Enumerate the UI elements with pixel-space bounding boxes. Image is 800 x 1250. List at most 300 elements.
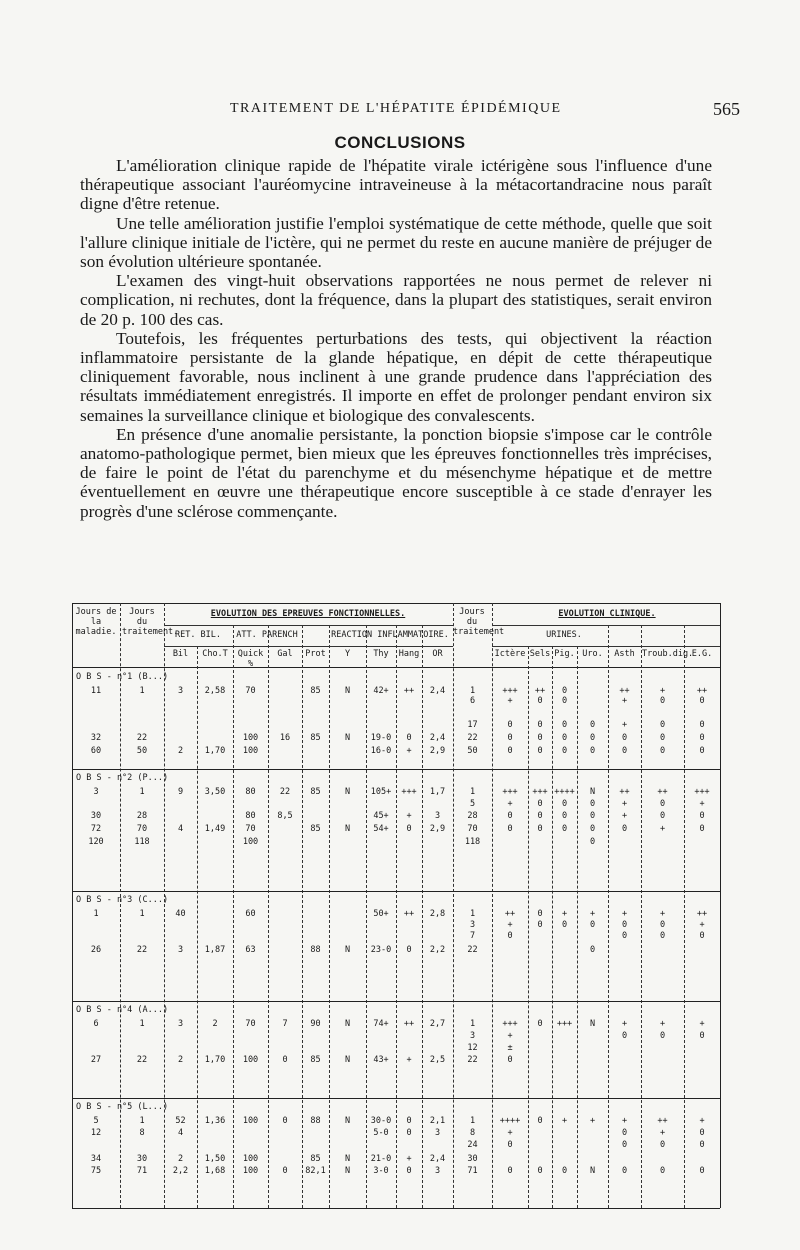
table-cell: 80 <box>245 811 256 821</box>
table-cell: 70 <box>245 1019 256 1029</box>
table-cell: 2,7 <box>429 1019 446 1029</box>
table-cell: + <box>507 1031 513 1041</box>
table-cell: 1 <box>139 909 145 919</box>
table-cell: 0 <box>659 920 666 930</box>
table-cell: 0 <box>659 1166 666 1176</box>
table-cell: 0 <box>406 1128 412 1138</box>
table-cell: ++ <box>696 686 708 696</box>
table-cell: 50 <box>136 746 148 756</box>
table-cell: 118 <box>134 837 150 847</box>
table-cell: N <box>344 733 351 743</box>
paragraph: En présence d'une anomalie persistante, la ponction biopsie s'impose car le contrôle anatomo-pathologique permet, bien mieux que les épreuves fonctionnelles très imprécises, de faire le point de l'état du parenchyme et du mésenchyme hépatique et de mettre éventuellement en œuvre une thérapeutique encore susceptible à ce stade d'enrayer les progrès d'une sclérose commençante. <box>80 424 712 521</box>
table-cell: 11 <box>90 686 102 696</box>
table-cell: N <box>589 1019 596 1029</box>
table-cell: + <box>589 909 596 919</box>
table-cell: +++ <box>694 787 710 797</box>
table-cell: ++ <box>696 909 708 919</box>
table-cell: 3 <box>434 1128 441 1138</box>
table-cell: +++ <box>502 787 518 797</box>
table-cell: 0 <box>537 1166 543 1176</box>
table-cell: 1 <box>139 1116 145 1126</box>
table-cell: 45+ <box>373 811 389 821</box>
paragraph: L'examen des vingt-huit observations rapportées ne nous permet de relever ni complication, ni rechutes, dont la fréquence, dans la plupart des statistiques, serait environ de 20 p. 100 des cas. <box>80 271 712 329</box>
table-cell: 2,5 <box>429 1055 446 1065</box>
table-cell: 0 <box>282 1116 288 1126</box>
column-rule <box>684 625 685 1208</box>
column-rule <box>268 625 269 1208</box>
table-cell: 1 <box>469 1019 476 1029</box>
column-rule <box>641 625 642 1208</box>
column-rule <box>396 625 397 1208</box>
table-cell: 120 <box>88 837 104 847</box>
column-rule <box>197 646 198 1208</box>
table-cell: N <box>344 1116 351 1126</box>
column-header-gal: Gal <box>277 649 293 659</box>
table-cell: 1,87 <box>204 945 226 955</box>
table-cell: 2 <box>177 1055 184 1065</box>
group-header-evolution-epreuves: EVOLUTION DES EPREUVES FONCTIONNELLES. <box>210 609 406 619</box>
table-cell: 0 <box>621 1031 628 1041</box>
table-cell: 88 <box>310 1116 321 1126</box>
table-cell: 100 <box>242 1166 259 1176</box>
table-cell: 22 <box>467 945 478 955</box>
table-cell: 0 <box>659 1140 666 1150</box>
table-cell: + <box>659 686 666 696</box>
table-cell: 0 <box>406 1166 412 1176</box>
table-cell: 21-0 <box>370 1154 392 1164</box>
table-cell: + <box>507 696 513 706</box>
table-cell: 100 <box>242 1154 259 1164</box>
table-cell: N <box>344 1019 351 1029</box>
table-cell: + <box>699 1116 705 1126</box>
table-cell: ++ <box>403 1019 415 1029</box>
table-cell: 5 <box>469 799 476 809</box>
table-cell: 42+ <box>373 686 389 696</box>
table-cell: 0 <box>406 824 412 834</box>
table-cell: 2,9 <box>429 746 446 756</box>
table-bottom-rule <box>72 1208 720 1209</box>
column-rule <box>577 646 578 1208</box>
table-cell: 85 <box>310 1055 321 1065</box>
table-cell: + <box>507 799 513 809</box>
group-separator-rule <box>72 891 720 892</box>
table-cell: + <box>561 909 568 919</box>
table-cell: 26 <box>90 945 102 955</box>
table-cell: + <box>621 811 628 821</box>
table-cell: 3 <box>469 920 476 930</box>
table-cell: + <box>621 720 628 730</box>
table-cell: 70 <box>467 824 478 834</box>
table-cell: 75 <box>90 1166 102 1176</box>
table-cell: 2 <box>177 1154 184 1164</box>
table-cell: 0 <box>561 824 568 834</box>
column-rule <box>453 603 454 1208</box>
table-cell: 28 <box>136 811 148 821</box>
table-cell: 1 <box>469 909 476 919</box>
group-header-urines: URINES. <box>546 630 582 640</box>
table-cell: 3 <box>93 787 99 797</box>
table-cell: 100 <box>242 837 259 847</box>
table-cell: 8 <box>139 1128 145 1138</box>
table-cell: 0 <box>699 746 705 756</box>
table-cell: 22 <box>279 787 291 797</box>
column-header-sels: Sels <box>529 649 551 659</box>
table-cell: 0 <box>537 1116 543 1126</box>
table-right-rule <box>720 603 721 1208</box>
table-cell: N <box>589 1166 596 1176</box>
table-cell: ++ <box>403 909 415 919</box>
table-cell: + <box>621 909 628 919</box>
table-cell: 0 <box>406 1116 412 1126</box>
table-cell: 16-0 <box>370 746 392 756</box>
table-cell: 0 <box>537 909 543 919</box>
table-cell: 22 <box>136 945 148 955</box>
table-cell: 82,1 <box>305 1166 326 1176</box>
column-rule <box>552 646 553 1208</box>
table-cell: 85 <box>310 733 321 743</box>
table-cell: 3-0 <box>373 1166 389 1176</box>
table-cell: 2,58 <box>204 686 226 696</box>
table-cell: 4 <box>177 1128 184 1138</box>
column-rule <box>120 603 121 1208</box>
table-cell: 1,36 <box>204 1116 226 1126</box>
table-cell: 0 <box>659 733 666 743</box>
table-cell: 0 <box>537 733 543 743</box>
table-cell: 2,1 <box>429 1116 446 1126</box>
table-cell: 30 <box>90 811 102 821</box>
table-cell: 3 <box>434 1166 441 1176</box>
table-cell: 0 <box>282 1166 288 1176</box>
table-cell: 1 <box>469 1116 476 1126</box>
table-cell: +++ <box>532 787 548 797</box>
table-cell: 3 <box>177 945 184 955</box>
table-cell: ++ <box>534 686 546 696</box>
column-rule <box>233 625 234 1208</box>
table-cell: ++ <box>657 787 668 797</box>
table-cell: 0 <box>589 811 596 821</box>
table-cell: 1 <box>139 787 145 797</box>
table-cell: 3 <box>177 1019 184 1029</box>
table-cell: 0 <box>621 920 628 930</box>
table-cell: 2 <box>177 746 184 756</box>
table-cell: 0 <box>507 733 513 743</box>
table-cell: 30 <box>467 1154 478 1164</box>
table-cell: + <box>507 920 513 930</box>
table-cell: +++ <box>502 1019 518 1029</box>
table-cell: N <box>344 686 351 696</box>
table-cell: 0 <box>561 720 568 730</box>
table-cell: 0 <box>659 811 666 821</box>
table-cell: 1,49 <box>204 824 226 834</box>
table-cell: N <box>344 945 351 955</box>
table-cell: 5-0 <box>373 1128 389 1138</box>
table-cell: 9 <box>177 787 184 797</box>
header-subrule <box>164 625 453 626</box>
table-cell: 0 <box>537 824 543 834</box>
table-cell: 0 <box>621 824 628 834</box>
table-cell: 0 <box>621 1166 628 1176</box>
table-cell: 100 <box>242 1116 259 1126</box>
column-header-cho: Cho.T <box>202 649 228 659</box>
group-separator-rule <box>72 1098 720 1099</box>
group-label: O B S - n°5 (L...) <box>76 1102 169 1112</box>
table-cell: + <box>621 1019 628 1029</box>
table-cell: 100 <box>242 733 259 743</box>
table-cell: ++++ <box>499 1116 521 1126</box>
table-cell: 0 <box>561 799 568 809</box>
table-cell: + <box>659 1019 666 1029</box>
group-label: O B S - n°1 (B...) <box>76 672 169 682</box>
table-cell: 0 <box>537 696 543 706</box>
table-cell: + <box>406 811 412 821</box>
table-cell: 1 <box>469 686 476 696</box>
table-cell: 19-0 <box>370 733 392 743</box>
column-header-prot: Prot <box>305 649 326 659</box>
table-cell: 3,50 <box>204 787 226 797</box>
header-subrule <box>164 646 453 647</box>
table-cell: 0 <box>659 1031 666 1041</box>
table-cell: 60 <box>90 746 102 756</box>
column-header-thy: Thy <box>373 649 389 659</box>
table-cell: 7 <box>282 1019 288 1029</box>
table-cell: 0 <box>621 733 628 743</box>
table-cell: 0 <box>589 799 596 809</box>
column-rule <box>422 625 423 1208</box>
table-cell: 0 <box>699 1128 705 1138</box>
table-cell: 71 <box>467 1166 478 1176</box>
table-cell: N <box>589 787 596 797</box>
table-cell: 0 <box>699 824 705 834</box>
table-cell: 100 <box>242 746 259 756</box>
table-cell: 12 <box>90 1128 102 1138</box>
column-header-jours-traitement2: Jours du traitement <box>453 607 505 637</box>
table-cell: 0 <box>589 733 596 743</box>
table-cell: 0 <box>621 931 628 941</box>
column-rule <box>329 625 330 1208</box>
table-cell: 0 <box>699 1166 705 1176</box>
table-cell: + <box>659 824 666 834</box>
table-cell: 0 <box>589 720 596 730</box>
table-cell: 70 <box>245 686 256 696</box>
table-cell: + <box>561 1116 568 1126</box>
table-cell: 1 <box>469 787 476 797</box>
paragraph: Une telle amélioration justifie l'emploi systématique de cette méthode, quelle que soit l'allure clinique initiale de l'ictère, qui ne permet du reste en aucune manière de préjuger de son évolution ultérieure spontanée. <box>80 213 712 272</box>
column-header-jours-traitement: Jours du traitement. <box>122 607 179 637</box>
column-header-quick: Quick % <box>237 649 264 669</box>
table-cell: 0 <box>561 686 568 696</box>
table-cell: 70 <box>136 824 148 834</box>
table-cell: 0 <box>659 931 666 941</box>
table-cell: 0 <box>537 920 543 930</box>
column-rule <box>302 625 303 1208</box>
table-cell: 0 <box>561 811 568 821</box>
table-cell: N <box>344 1166 351 1176</box>
group-label: O B S - n°3 (C...) <box>76 895 169 905</box>
table-cell: 0 <box>537 811 543 821</box>
table-cell: 85 <box>310 1154 321 1164</box>
header-subrule <box>492 646 720 647</box>
table-cell: 0 <box>561 733 568 743</box>
table-cell: ++++ <box>554 787 575 797</box>
table-cell: 50+ <box>373 909 389 919</box>
table-cell: 1,50 <box>204 1154 226 1164</box>
table-cell: 0 <box>406 733 412 743</box>
group-header-reaction-infl: REACTION INFLAMMATOIRE. <box>331 630 449 640</box>
table-cell: 63 <box>245 945 256 955</box>
column-header-uro: Uro. <box>582 649 603 659</box>
paragraph: L'amélioration clinique rapide de l'hépatite virale ictérigène sous l'influence d'une thérapeutique associant l'auréomycine intraveineuse à la métacortandracine nous paraît digne d'être retenue. <box>80 156 712 214</box>
table-cell: 12 <box>467 1043 478 1053</box>
section-title: CONCLUSIONS <box>334 133 466 152</box>
table-cell: 74+ <box>373 1019 389 1029</box>
column-header-or: OR <box>432 649 443 659</box>
table-cell: 0 <box>507 811 513 821</box>
table-cell: 0 <box>561 1166 568 1176</box>
table-cell: 17 <box>467 720 478 730</box>
table-cell: 105+ <box>370 787 392 797</box>
column-rule <box>528 646 529 1208</box>
table-cell: 28 <box>467 811 478 821</box>
table-cell: N <box>344 1154 351 1164</box>
column-rule <box>366 625 367 1208</box>
table-cell: 22 <box>467 1055 478 1065</box>
table-cell: + <box>406 1154 412 1164</box>
table-cell: + <box>699 920 705 930</box>
table-cell: 88 <box>310 945 321 955</box>
table-cell: 90 <box>310 1019 321 1029</box>
table-cell: + <box>659 909 666 919</box>
table-cell: 2 <box>212 1019 218 1029</box>
table-cell: 0 <box>507 720 513 730</box>
table-cell: 2,4 <box>429 1154 446 1164</box>
table-cell: 24 <box>467 1140 478 1150</box>
table-cell: 0 <box>561 746 568 756</box>
group-separator-rule <box>72 1001 720 1002</box>
body-text <box>80 156 712 521</box>
column-header-bil: Bil <box>172 649 189 659</box>
table-cell: 0 <box>699 1140 705 1150</box>
table-cell: 50 <box>467 746 478 756</box>
table-cell: + <box>699 799 705 809</box>
table-cell: 1 <box>93 909 99 919</box>
group-label: O B S - n°4 (A...) <box>76 1005 169 1015</box>
column-header-hang: Hang <box>398 649 420 659</box>
group-header-ret-bil: RET. BIL. <box>174 630 222 640</box>
table-cell: 54+ <box>373 824 389 834</box>
group-label: O B S - n°2 (P...) <box>76 773 169 783</box>
table-cell: 30 <box>136 1154 148 1164</box>
table-cell: 2,2 <box>429 945 446 955</box>
table-cell: 0 <box>699 811 705 821</box>
table-cell: ++ <box>657 1116 668 1126</box>
table-cell: ± <box>507 1043 513 1053</box>
table-cell: 0 <box>282 1055 288 1065</box>
table-cell: 30-0 <box>370 1116 392 1126</box>
table-cell: + <box>406 746 412 756</box>
table-cell: 2,4 <box>429 686 446 696</box>
column-rule <box>164 603 165 1208</box>
table-cell: N <box>344 1055 351 1065</box>
table-cell: 8,5 <box>277 811 293 821</box>
table-cell: ++ <box>403 686 415 696</box>
table-cell: 0 <box>537 720 543 730</box>
table-cell: 34 <box>90 1154 102 1164</box>
table-cell: 43+ <box>373 1055 389 1065</box>
table-cell: 7 <box>469 931 476 941</box>
table-cell: 0 <box>659 799 666 809</box>
table-cell: 2,9 <box>429 824 446 834</box>
table-cell: + <box>507 1128 513 1138</box>
table-cell: +++ <box>401 787 417 797</box>
column-header-gamma: Y <box>344 649 351 659</box>
table-cell: 71 <box>136 1166 148 1176</box>
table-cell: 0 <box>507 746 513 756</box>
table-cell: + <box>659 1128 666 1138</box>
table-cell: 2,4 <box>429 733 446 743</box>
table-cell: 80 <box>245 787 256 797</box>
table-cell: +++ <box>502 686 518 696</box>
table-cell: 40 <box>175 909 186 919</box>
table-cell: 22 <box>136 733 148 743</box>
table-cell: + <box>621 1116 628 1126</box>
table-cell: 32 <box>90 733 102 743</box>
table-cell: 0 <box>507 1055 513 1065</box>
column-header-eg: E.G. <box>691 649 713 659</box>
table-cell: 27 <box>90 1055 102 1065</box>
table-cell: 1 <box>139 1019 145 1029</box>
table-cell: 52 <box>175 1116 186 1126</box>
table-cell: 5 <box>93 1116 99 1126</box>
table-cell: 16 <box>279 733 291 743</box>
page-number: 565 <box>713 99 740 119</box>
table-cell: ++ <box>619 787 630 797</box>
table-cell: 0 <box>507 931 513 941</box>
table-cell: + <box>699 1019 705 1029</box>
group-separator-rule <box>72 769 720 770</box>
table-cell: 4 <box>177 824 184 834</box>
table-cell: 0 <box>621 1128 628 1138</box>
table-cell: ++ <box>504 909 516 919</box>
column-header-asth: Asth <box>614 649 635 659</box>
table-cell: + <box>589 1116 596 1126</box>
column-rule <box>608 625 609 1208</box>
group-header-evolution-clinique: EVOLUTION CLINIQUE. <box>558 609 656 619</box>
table-cell: 0 <box>659 746 666 756</box>
table-cell: 100 <box>242 1055 259 1065</box>
column-header-ictere: Ictère <box>494 649 526 659</box>
paragraph: Toutefois, les fréquentes perturbations des tests, qui objectivent la réaction inflammatoire persistante de la glande hépatique, en dépit de cette thérapeutique cliniquement favorable, nous inclinent à une grande prudence dans l'appréciation des résultats immédiatement enregistrés. Il importe en effet de prolonger pendant environ six semaines la surveillance clinique et biologique des convalescents. <box>80 328 712 425</box>
table-cell: + <box>406 1055 412 1065</box>
table-cell: + <box>621 799 628 809</box>
column-header-jours-maladie: Jours de la maladie. <box>75 607 117 637</box>
column-header-troubles-dig: Troub.dig. <box>642 649 694 659</box>
table-cell: 1,70 <box>204 746 226 756</box>
table-cell: 0 <box>659 720 666 730</box>
running-title: TRAITEMENT DE L'HÉPATITE ÉPIDÉMIQUE <box>230 101 562 116</box>
column-rule <box>492 603 493 1208</box>
table-cell: 6 <box>469 696 476 706</box>
table-cell: 70 <box>245 824 256 834</box>
table-cell: 3 <box>469 1031 476 1041</box>
table-cell: ++ <box>619 686 630 696</box>
table-cell: 85 <box>310 686 321 696</box>
table-cell: 0 <box>537 746 543 756</box>
table-cell: 1,7 <box>429 787 446 797</box>
table-cell: 0 <box>699 1031 705 1041</box>
table-cell: 0 <box>507 1166 513 1176</box>
table-cell: 60 <box>245 909 256 919</box>
table-cell: +++ <box>556 1019 573 1029</box>
